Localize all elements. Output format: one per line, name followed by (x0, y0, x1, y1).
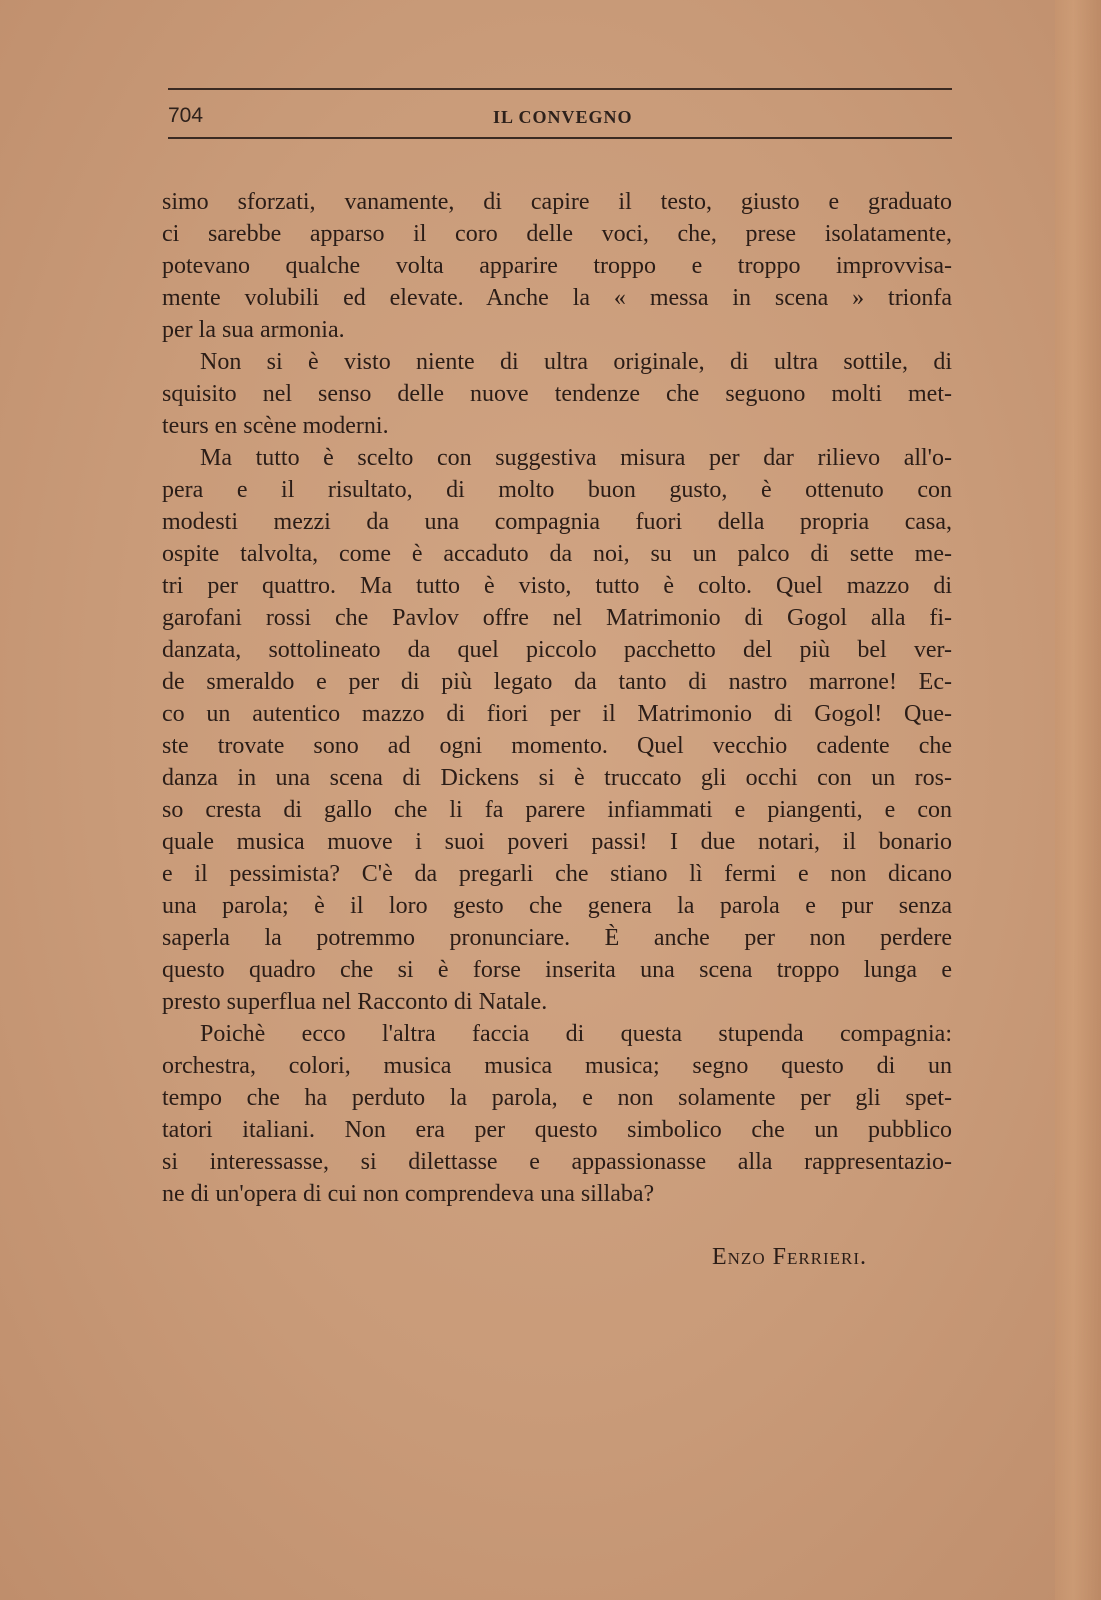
text-line: presto superflua nel Racconto di Natale. (162, 989, 548, 1015)
text-line: Ma tutto è scelto con suggestiva misura per dar rilievo all'o- (200, 445, 952, 471)
text-line: ne di un'opera di cui non comprendeva una sillaba? (162, 1181, 655, 1207)
text-line: tri per quattro. Ma tutto è visto, tutto è colto. Quel mazzo di (162, 573, 952, 599)
text-line: e il pessimista? C'è da pregarli che stiano lì fermi e non dicano (162, 861, 952, 887)
text-line: simo sforzati, vanamente, di capire il testo, giusto e graduato (162, 189, 952, 215)
text-line: saperla la potremmo pronunciare. È anche per non perdere (162, 925, 952, 951)
text-line: tempo che ha perduto la parola, e non solamente per gli spet- (162, 1085, 952, 1111)
text-line: danza in una scena di Dickens si è truccato gli occhi con un ros- (162, 765, 952, 791)
text-line: ci sarebbe apparso il coro delle voci, che, prese isolatamente, (162, 221, 952, 247)
text-line: danzata, sottolineato da quel piccolo pacchetto del più bel ver- (162, 637, 952, 663)
text-line: questo quadro che si è forse inserita una scena troppo lunga e (162, 957, 952, 983)
article-text (162, 186, 952, 1210)
text-line: so cresta di gallo che li fa parere infiammati e piangenti, e con (162, 797, 952, 823)
text-line: tatori italiani. Non era per questo simbolico che un pubblico (162, 1117, 952, 1143)
author-signature: Enzo Ferrieri. (712, 1244, 868, 1270)
text-line: co un autentico mazzo di fiori per il Matrimonio di Gogol! Que- (162, 701, 952, 727)
text-line: Poichè ecco l'altra faccia di questa stupenda compagnia: (200, 1021, 952, 1047)
text-line: per la sua armonia. (162, 317, 345, 343)
running-head (168, 100, 952, 132)
text-line: Non si è visto niente di ultra originale, di ultra sottile, di (200, 349, 952, 375)
page-number: 704 (168, 104, 204, 127)
header-rule-bottom (168, 137, 952, 139)
text-line: mente volubili ed elevate. Anche la « messa in scena » trionfa (162, 285, 952, 311)
text-line: si interessasse, si dilettasse e appassionasse alla rappresentazio- (162, 1149, 952, 1175)
text-line: potevano qualche volta apparire troppo e troppo improvvisa- (162, 253, 952, 279)
text-line: ste trovate sono ad ogni momento. Quel vecchio cadente che (162, 733, 952, 759)
text-line: una parola; è il loro gesto che genera la parola e pur senza (162, 893, 952, 919)
text-line: modesti mezzi da una compagnia fuori della propria casa, (162, 509, 952, 535)
page-edge (1055, 0, 1101, 1600)
journal-title: IL CONVEGNO (493, 107, 633, 127)
text-line: squisito nel senso delle nuove tendenze che seguono molti met- (162, 381, 952, 407)
text-line: pera e il risultato, di molto buon gusto, è ottenuto con (162, 477, 952, 503)
text-line: de smeraldo e per di più legato da tanto di nastro marrone! Ec- (162, 669, 952, 695)
text-line: teurs en scène moderni. (162, 413, 389, 439)
text-line: quale musica muove i suoi poveri passi! I due notari, il bonario (162, 829, 952, 855)
text-line: ospite talvolta, come è accaduto da noi, su un palco di sette me- (162, 541, 952, 567)
header-rule-top (168, 88, 952, 90)
text-line: garofani rossi che Pavlov offre nel Matrimonio di Gogol alla fi- (162, 605, 952, 631)
text-line: orchestra, colori, musica musica musica; segno questo di un (162, 1053, 952, 1079)
